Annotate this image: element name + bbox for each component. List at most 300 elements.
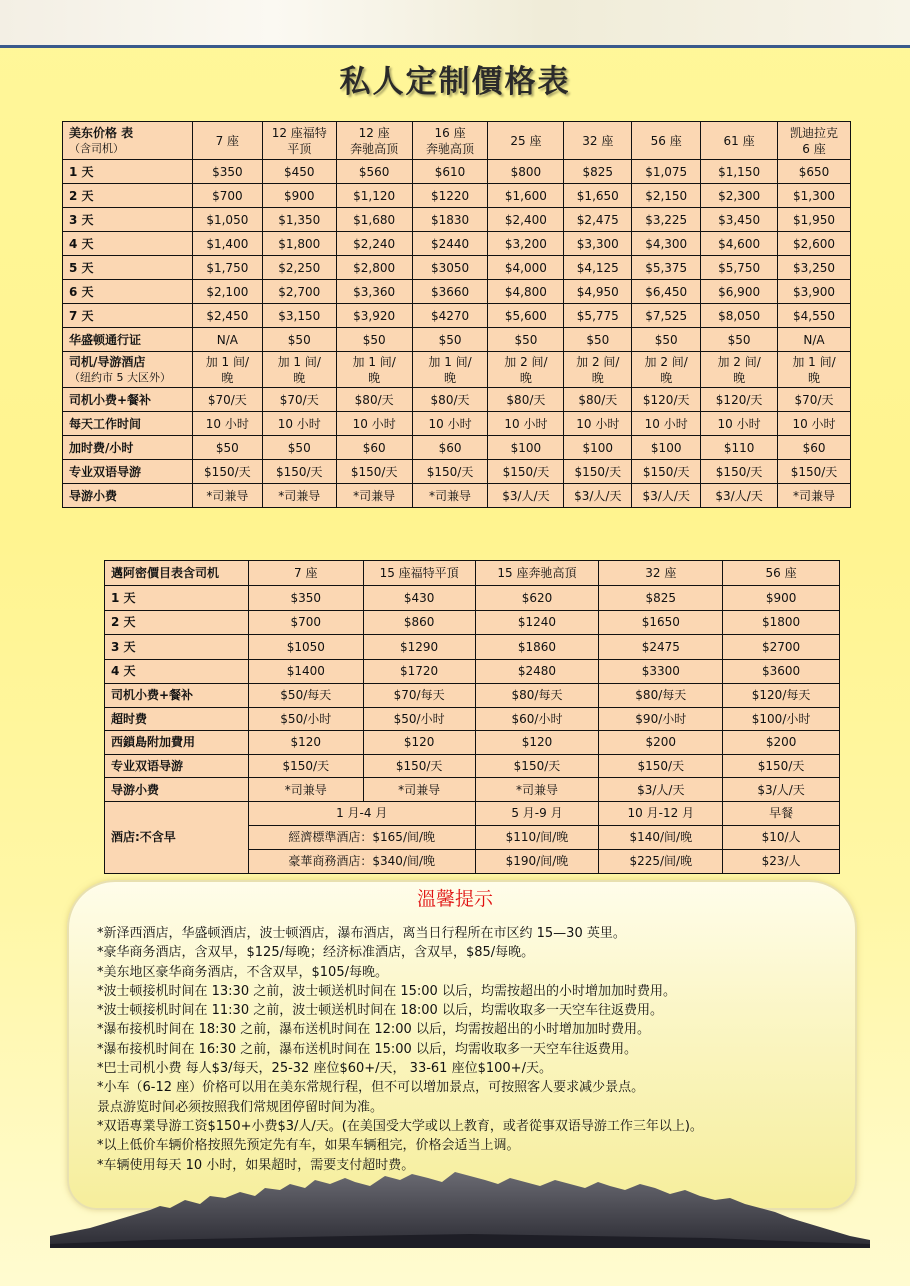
- table-cell: $2,250: [262, 256, 336, 280]
- column-header-text: 61 座: [723, 133, 755, 148]
- column-header: [488, 122, 564, 160]
- tip-item: *波士顿接机时间在 13:30 之前，波士顿送机时间在 15:00 以后，均需按超出的小时增加加时费用。: [97, 983, 676, 999]
- tip-item: *车辆使用每天 10 小时，如果超时，需要支付超时费。: [97, 1157, 415, 1173]
- table-cell: 10 小时: [336, 412, 412, 436]
- table-cell: $190/间/晚: [475, 849, 599, 873]
- table-cell: $3/人/天: [723, 778, 840, 802]
- table-cell: $2440: [412, 232, 488, 256]
- table-cell: $50: [262, 436, 336, 460]
- table-cell: $50: [701, 328, 778, 352]
- table-cell: $80/每天: [475, 684, 599, 708]
- column-header: 15 座福特平頂: [363, 561, 475, 586]
- tip-item: *新泽西酒店，华盛顿酒店，波士顿酒店，瀑布酒店，离当日行程所在市区约 15—30 英里。: [97, 926, 626, 941]
- table-cell: 10 小时: [778, 412, 851, 436]
- table-cell: $1,800: [262, 232, 336, 256]
- table-cell: $150/天: [632, 460, 701, 484]
- table-cell: 10 小时: [564, 412, 632, 436]
- table-cell: *司兼导: [363, 778, 475, 802]
- table-cell: $150/天: [475, 754, 599, 778]
- table-cell: $6,450: [632, 280, 701, 304]
- table-cell: $150/天: [599, 754, 723, 778]
- table-cell: 10 小时: [632, 412, 701, 436]
- table-cell: $2,600: [778, 232, 851, 256]
- table-cell: $2,300: [701, 184, 778, 208]
- table-cell: $200: [599, 731, 723, 755]
- table-cell: $1,350: [262, 208, 336, 232]
- table-row-hotel: [63, 352, 851, 388]
- table-cell: $50/小时: [363, 707, 475, 731]
- table-cell: $3,300: [564, 232, 632, 256]
- table-cell: $150/天: [262, 460, 336, 484]
- table-cell: $1,750: [192, 256, 262, 280]
- table-cell: $4,600: [701, 232, 778, 256]
- table-cell: $150/天: [564, 460, 632, 484]
- table-cell: $4,800: [488, 280, 564, 304]
- row-label-text: 司机/导游酒店: [69, 354, 146, 369]
- table-cell: $610: [412, 160, 488, 184]
- table-cell: 豪華商務酒店：$340/间/晚: [248, 849, 475, 873]
- table-cell: $2,800: [336, 256, 412, 280]
- column-header: [262, 122, 336, 160]
- table-header-label: 邁阿密價目表含司机: [105, 561, 249, 586]
- table-row: [63, 160, 851, 184]
- column-header-text: 25 座: [510, 133, 542, 148]
- table-cell: $50: [632, 328, 701, 352]
- table-cell: $50/每天: [248, 684, 363, 708]
- table-cell: $1720: [363, 659, 475, 684]
- table-cell: $450: [262, 160, 336, 184]
- table-cell: $50: [412, 328, 488, 352]
- table-cell: $1240: [475, 610, 599, 635]
- table-row: [63, 460, 851, 484]
- table-cell: $4270: [412, 304, 488, 328]
- table-cell: $825: [564, 160, 632, 184]
- table-cell: $2,240: [336, 232, 412, 256]
- table-cell: $1,050: [192, 208, 262, 232]
- table-cell: $3600: [723, 659, 840, 684]
- table-cell: $150/天: [723, 754, 840, 778]
- row-label: 加时费/小时: [63, 436, 193, 460]
- table-cell: N/A: [192, 328, 262, 352]
- table-cell: $2,450: [192, 304, 262, 328]
- cell-text: 晚: [293, 370, 306, 385]
- table-cell: $60: [336, 436, 412, 460]
- table-row: [63, 232, 851, 256]
- header-subtitle: （含司机）: [69, 141, 124, 155]
- table-cell: $4,950: [564, 280, 632, 304]
- table-cell: $8,050: [701, 304, 778, 328]
- table-cell: $430: [363, 586, 475, 611]
- table-cell: $5,600: [488, 304, 564, 328]
- row-label-note: （纽约市 5 大区外）: [69, 370, 171, 384]
- table-cell: $1800: [723, 610, 840, 635]
- table-row: [105, 586, 840, 611]
- us-east-price-table: [62, 121, 851, 508]
- table-cell: *司兼导: [262, 484, 336, 508]
- page-title: 私人定制價格表: [339, 64, 571, 100]
- table-cell: $50: [336, 328, 412, 352]
- cell-text: 加 2 间/: [644, 354, 688, 369]
- table-cell: $900: [723, 586, 840, 611]
- row-label: 1 天: [63, 160, 193, 184]
- table-cell: $70/天: [192, 388, 262, 412]
- column-header: [412, 122, 488, 160]
- table-cell: $2,475: [564, 208, 632, 232]
- table-cell: $7,525: [632, 304, 701, 328]
- column-header: [336, 122, 412, 160]
- row-label: 华盛顿通行证: [63, 328, 193, 352]
- table-cell: $150/天: [412, 460, 488, 484]
- cell-text: 晚: [444, 370, 457, 385]
- table-row: [63, 184, 851, 208]
- table-cell: $350: [248, 586, 363, 611]
- table-cell: *司兼导: [412, 484, 488, 508]
- season-header: 早餐: [723, 801, 840, 825]
- column-header-text: 奔驰高顶: [426, 141, 475, 156]
- table-cell: $100: [632, 436, 701, 460]
- table-header-row: [105, 561, 840, 586]
- table-cell: [262, 352, 336, 388]
- row-label: [63, 352, 193, 388]
- table-cell: $50: [262, 328, 336, 352]
- table-row: [63, 328, 851, 352]
- column-header-text: 12 座: [358, 125, 390, 140]
- row-label: 5 天: [63, 256, 193, 280]
- column-header: 15 座奔驰高頂: [475, 561, 599, 586]
- table-cell: 10 小时: [262, 412, 336, 436]
- table-cell: [336, 352, 412, 388]
- table-cell: 10 小时: [192, 412, 262, 436]
- table-cell: 經濟標準酒店：$165/间/晚: [248, 825, 475, 849]
- table-cell: $70/每天: [363, 684, 475, 708]
- table-cell: $80/天: [412, 388, 488, 412]
- hotel-season-row: [105, 801, 840, 825]
- table-row: [63, 256, 851, 280]
- tip-item: *美东地区豪华商务酒店，不含双早，$105/每晚。: [97, 964, 388, 980]
- table-cell: N/A: [778, 328, 851, 352]
- table-cell: $80/天: [488, 388, 564, 412]
- table-row: [105, 707, 840, 731]
- table-row: [105, 778, 840, 802]
- header-title: 美东价格 表: [69, 125, 134, 140]
- table-cell: $1,400: [192, 232, 262, 256]
- table-cell: *司兼导: [475, 778, 599, 802]
- column-header-text: 平顶: [287, 141, 312, 156]
- column-header-text: 奔驰高顶: [350, 141, 399, 156]
- table-cell: $5,375: [632, 256, 701, 280]
- table-cell: $3/人/天: [632, 484, 701, 508]
- table-cell: [412, 352, 488, 388]
- row-label: 1 天: [105, 586, 249, 611]
- table-cell: $140/间/晚: [599, 825, 723, 849]
- table-cell: $1,150: [701, 160, 778, 184]
- miami-price-table: [104, 560, 840, 874]
- column-header-text: 12 座福特: [271, 125, 327, 140]
- table-cell: $100: [488, 436, 564, 460]
- column-header-text: 16 座: [434, 125, 466, 140]
- table-cell: $825: [599, 586, 723, 611]
- table-row: [63, 304, 851, 328]
- city-skyline-image: [50, 1170, 870, 1248]
- table-cell: $4,000: [488, 256, 564, 280]
- tips-list: [97, 924, 837, 1175]
- table-header-label: [63, 122, 193, 160]
- table-cell: $3,225: [632, 208, 701, 232]
- table-cell: $1860: [475, 635, 599, 660]
- table-cell: $60/小时: [475, 707, 599, 731]
- table-cell: $3/人/天: [701, 484, 778, 508]
- tip-item: *以上低价车辆价格按照先预定先有车，如果车辆租完，价格会适当上调。: [97, 1138, 520, 1154]
- table-cell: $3,250: [778, 256, 851, 280]
- table-cell: $860: [363, 610, 475, 635]
- table-row: [63, 412, 851, 436]
- cell-text: 加 2 间/: [576, 354, 620, 369]
- table-cell: $1220: [412, 184, 488, 208]
- column-header: 56 座: [723, 561, 840, 586]
- tip-item: 景点游览时间必须按照我们常规团停留时间为准。: [97, 1099, 384, 1115]
- table-cell: $150/天: [336, 460, 412, 484]
- row-label: 6 天: [63, 280, 193, 304]
- column-header-text: 32 座: [582, 133, 614, 148]
- table-cell: $120: [248, 731, 363, 755]
- row-label: 3 天: [63, 208, 193, 232]
- tip-item: *小车（6-12 座）价格可以用在美东常规行程，但不可以增加景点，可按照客人要求减少景点。: [97, 1080, 645, 1096]
- top-banner: [0, 0, 910, 48]
- column-header: [192, 122, 262, 160]
- table-cell: $1400: [248, 659, 363, 684]
- table-cell: $2480: [475, 659, 599, 684]
- table-cell: [701, 352, 778, 388]
- table-row: [105, 731, 840, 755]
- row-label: 司机小费+餐补: [63, 388, 193, 412]
- table-cell: $150/天: [192, 460, 262, 484]
- tip-item: *瀑布接机时间在 18:30 之前，瀑布送机时间在 12:00 以后，均需按超出的小时增加加时费用。: [97, 1022, 650, 1038]
- table-cell: $800: [488, 160, 564, 184]
- table-cell: $2,700: [262, 280, 336, 304]
- table-cell: $90/小时: [599, 707, 723, 731]
- table-row: [63, 436, 851, 460]
- column-header-text: 6 座: [802, 141, 826, 156]
- cell-text: 加 1 间/: [428, 354, 472, 369]
- table-cell: $6,900: [701, 280, 778, 304]
- row-label: 超时费: [105, 707, 249, 731]
- table-cell: $700: [248, 610, 363, 635]
- table-cell: $3/人/天: [564, 484, 632, 508]
- column-header-text: 7 座: [215, 133, 240, 148]
- table-cell: $100: [564, 436, 632, 460]
- table-cell: $70/天: [778, 388, 851, 412]
- season-header: 10 月-12 月: [599, 801, 723, 825]
- table-cell: $2,150: [632, 184, 701, 208]
- column-header-text: 凯迪拉克: [790, 125, 839, 140]
- table-row: [63, 388, 851, 412]
- table-cell: $3,900: [778, 280, 851, 304]
- table-cell: $620: [475, 586, 599, 611]
- row-label: 7 天: [63, 304, 193, 328]
- table-cell: $4,550: [778, 304, 851, 328]
- table-row: [105, 635, 840, 660]
- table-cell: $1,075: [632, 160, 701, 184]
- table-cell: $4,300: [632, 232, 701, 256]
- table-cell: $10/人: [723, 825, 840, 849]
- cell-text: 加 2 间/: [717, 354, 761, 369]
- cell-text: 晚: [591, 370, 604, 385]
- table-cell: $120/每天: [723, 684, 840, 708]
- table-cell: $4,125: [564, 256, 632, 280]
- table-cell: $23/人: [723, 849, 840, 873]
- row-label: 每天工作时间: [63, 412, 193, 436]
- column-header: 7 座: [248, 561, 363, 586]
- table-cell: *司兼导: [192, 484, 262, 508]
- table-cell: $110: [701, 436, 778, 460]
- table-cell: $350: [192, 160, 262, 184]
- table-cell: $3300: [599, 659, 723, 684]
- table-cell: $2,400: [488, 208, 564, 232]
- table-cell: $1650: [599, 610, 723, 635]
- table-cell: 10 小时: [412, 412, 488, 436]
- cell-text: 晚: [660, 370, 673, 385]
- table-cell: $3,200: [488, 232, 564, 256]
- table-cell: $1830: [412, 208, 488, 232]
- table-cell: *司兼导: [248, 778, 363, 802]
- column-header: [778, 122, 851, 160]
- table-cell: $650: [778, 160, 851, 184]
- table-cell: $50: [192, 436, 262, 460]
- table-cell: $150/天: [488, 460, 564, 484]
- table-cell: $100/小时: [723, 707, 840, 731]
- table-cell: $1290: [363, 635, 475, 660]
- table-row: [63, 484, 851, 508]
- table-cell: $200: [723, 731, 840, 755]
- table-row: [63, 280, 851, 304]
- table-cell: [488, 352, 564, 388]
- cell-text: 加 1 间/: [792, 354, 836, 369]
- table-cell: $150/天: [701, 460, 778, 484]
- row-label: 3 天: [105, 635, 249, 660]
- cell-text: 加 1 间/: [205, 354, 249, 369]
- table-cell: $150/天: [248, 754, 363, 778]
- row-label: 酒店:不含早: [105, 801, 249, 873]
- table-cell: $120: [363, 731, 475, 755]
- row-label: 专业双语导游: [63, 460, 193, 484]
- row-label: 专业双语导游: [105, 754, 249, 778]
- table-cell: [192, 352, 262, 388]
- cell-text: 加 1 间/: [277, 354, 321, 369]
- table-cell: [778, 352, 851, 388]
- table-cell: $3/人/天: [599, 778, 723, 802]
- table-cell: $1,680: [336, 208, 412, 232]
- tips-title: 溫馨提示: [416, 888, 493, 910]
- tip-item: *波士顿接机时间在 11:30 之前，波士顿送机时间在 18:00 以后，均需收取多一天空车往返费用。: [97, 1003, 663, 1019]
- table-cell: $80/天: [336, 388, 412, 412]
- tip-item: *巴士司机小费 每人$3/每天，25-32 座位$60+/天， 33-61 座位$100+/天。: [97, 1061, 552, 1077]
- table-cell: $80/每天: [599, 684, 723, 708]
- table-cell: $1,950: [778, 208, 851, 232]
- table-cell: *司兼导: [778, 484, 851, 508]
- table-cell: $700: [192, 184, 262, 208]
- table-cell: $50: [488, 328, 564, 352]
- row-label: 4 天: [105, 659, 249, 684]
- table-cell: $80/天: [564, 388, 632, 412]
- row-label: 导游小费: [105, 778, 249, 802]
- row-label: 4 天: [63, 232, 193, 256]
- table-cell: $2475: [599, 635, 723, 660]
- table-cell: $3,920: [336, 304, 412, 328]
- row-label: 2 天: [105, 610, 249, 635]
- table-cell: $1,650: [564, 184, 632, 208]
- cell-text: 晚: [733, 370, 746, 385]
- season-header: 5 月-9 月: [475, 801, 599, 825]
- tip-item: *双语專業导游工资$150+小费$3/人/天。(在美国受大学或以上教育，或者從事双语导游工作三年以上)。: [97, 1118, 703, 1134]
- table-cell: 10 小时: [701, 412, 778, 436]
- table-cell: $1,300: [778, 184, 851, 208]
- season-header: 1 月-4 月: [248, 801, 475, 825]
- cell-text: 晚: [221, 370, 234, 385]
- table-cell: $3,150: [262, 304, 336, 328]
- column-header: [564, 122, 632, 160]
- table-cell: $50: [564, 328, 632, 352]
- column-header: 32 座: [599, 561, 723, 586]
- cell-text: 晚: [808, 370, 821, 385]
- row-label: 导游小费: [63, 484, 193, 508]
- table-row: [63, 208, 851, 232]
- table-cell: $5,775: [564, 304, 632, 328]
- table-cell: $560: [336, 160, 412, 184]
- table-cell: $3,360: [336, 280, 412, 304]
- table-header-row: [63, 122, 851, 160]
- table-cell: $3/人/天: [488, 484, 564, 508]
- table-cell: $3,450: [701, 208, 778, 232]
- column-header: [701, 122, 778, 160]
- column-header: [632, 122, 701, 160]
- cell-text: 加 2 间/: [504, 354, 548, 369]
- column-header-text: 56 座: [650, 133, 682, 148]
- cell-text: 晚: [519, 370, 532, 385]
- table-cell: $225/间/晚: [599, 849, 723, 873]
- cell-text: 晚: [368, 370, 381, 385]
- table-cell: $150/天: [778, 460, 851, 484]
- table-row: [105, 659, 840, 684]
- table-cell: $5,750: [701, 256, 778, 280]
- row-label: 西鎖島附加費用: [105, 731, 249, 755]
- table-cell: $3660: [412, 280, 488, 304]
- row-label: 2 天: [63, 184, 193, 208]
- table-row: [105, 754, 840, 778]
- table-cell: [632, 352, 701, 388]
- table-row: [105, 684, 840, 708]
- table-cell: $50/小时: [248, 707, 363, 731]
- table-cell: $70/天: [262, 388, 336, 412]
- cell-text: 加 1 间/: [352, 354, 396, 369]
- table-cell: $2,100: [192, 280, 262, 304]
- row-label: 司机小费+餐补: [105, 684, 249, 708]
- table-cell: $120: [475, 731, 599, 755]
- table-cell: $1050: [248, 635, 363, 660]
- table-cell: $120/天: [701, 388, 778, 412]
- table-cell: $2700: [723, 635, 840, 660]
- table-cell: $3050: [412, 256, 488, 280]
- table-cell: $1,600: [488, 184, 564, 208]
- table-cell: [564, 352, 632, 388]
- table-cell: $900: [262, 184, 336, 208]
- table-cell: $60: [778, 436, 851, 460]
- table-cell: $120/天: [632, 388, 701, 412]
- table-row: [105, 610, 840, 635]
- tip-item: *瀑布接机时间在 16:30 之前，瀑布送机时间在 15:00 以后，均需收取多一天空车往返费用。: [97, 1041, 637, 1057]
- table-cell: $110/间/晚: [475, 825, 599, 849]
- table-cell: 10 小时: [488, 412, 564, 436]
- table-cell: $150/天: [363, 754, 475, 778]
